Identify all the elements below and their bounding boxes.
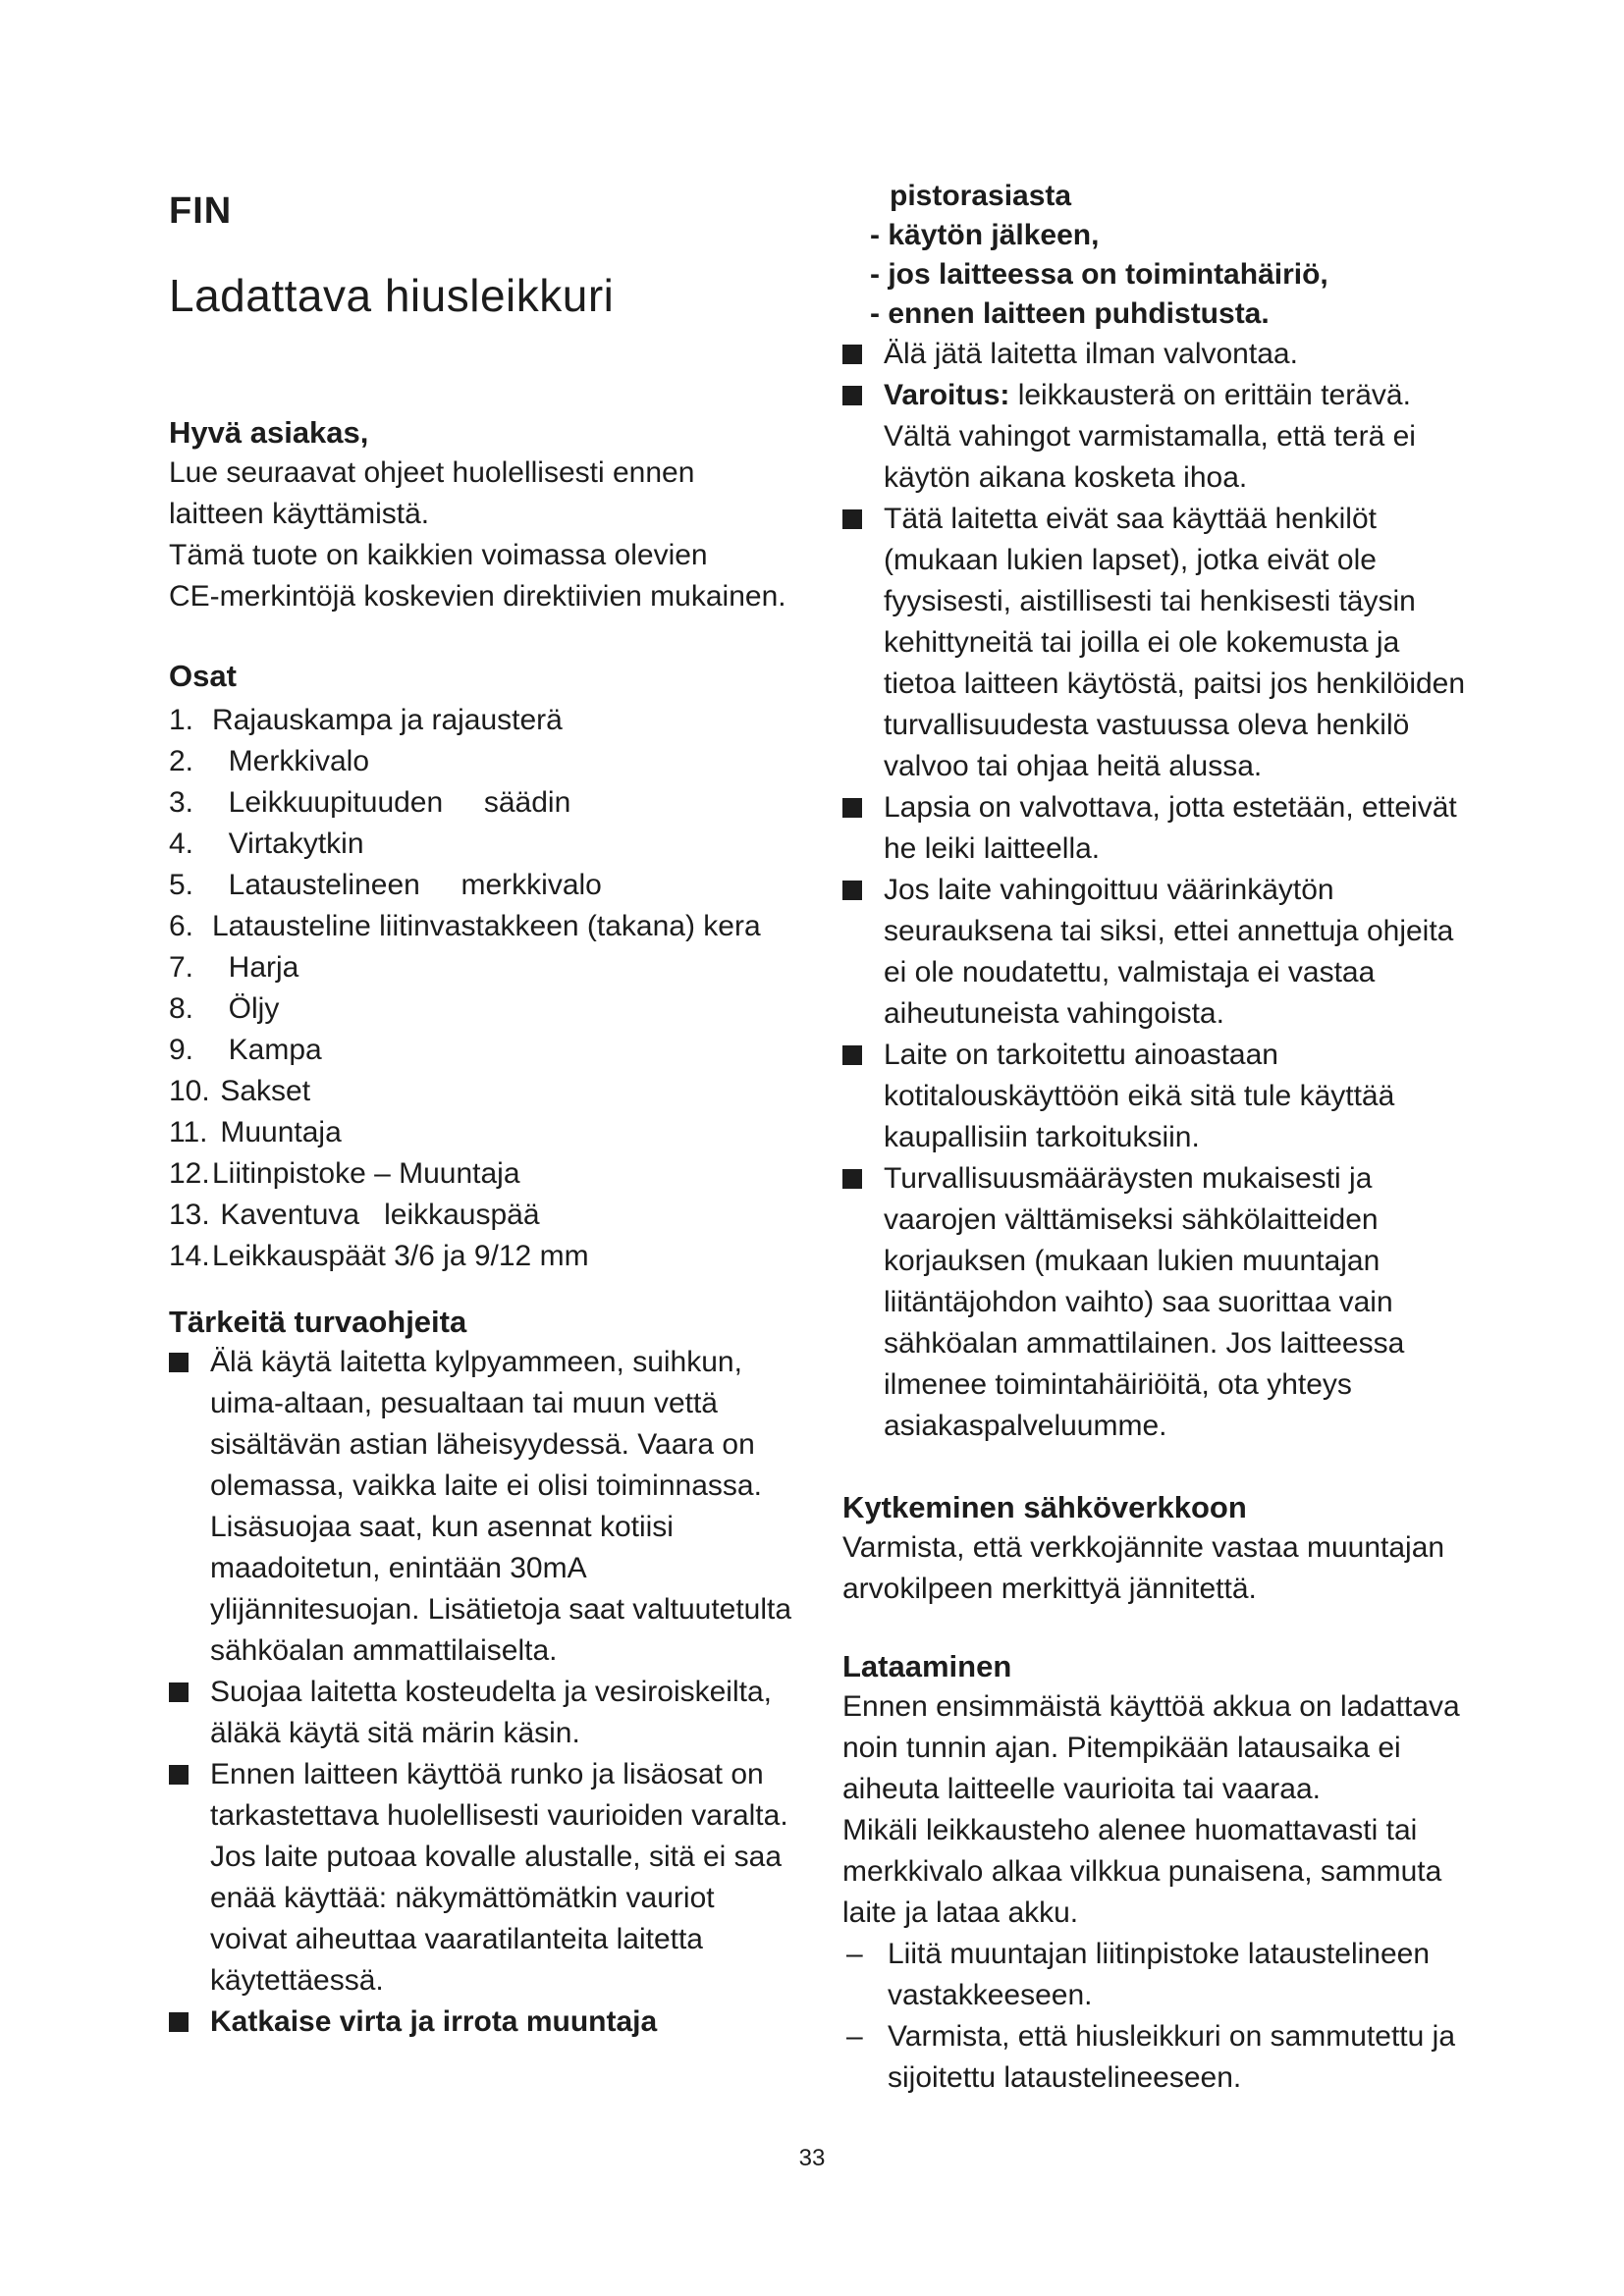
parts-heading: Osat: [169, 659, 237, 693]
list-item: [169, 1112, 797, 1153]
part-label: Sakset: [212, 1075, 311, 1107]
part-label: Lataustelineen merkkivalo: [212, 869, 602, 901]
dash-bullet: –: [846, 1938, 863, 1970]
safety-subitem: - jos laitteessa on toimintahäiriö,: [870, 258, 1328, 291]
list-item: [842, 1934, 1471, 2016]
safety-item: [169, 1754, 797, 2002]
square-bullet-icon: [842, 1045, 862, 1065]
mains-heading: Kytkeminen sähköverkkoon: [842, 1490, 1247, 1524]
charging-heading: Lataaminen: [842, 1649, 1012, 1683]
part-number: 9.: [169, 1034, 194, 1066]
part-label: Harja: [212, 951, 299, 984]
part-label: Leikkauspäät 3/6 ja 9/12 mm: [212, 1240, 589, 1272]
safety-text: Laite on tarkoitettu ainoastaan kotitalouskäyttöön eikä sitä tule käyttää kaupallisiin tarkoituksiin.: [884, 1039, 1395, 1153]
square-bullet-icon: [169, 1765, 189, 1785]
greeting-line: CE-merkintöjä koskevien direktiivien mukainen.: [169, 580, 786, 613]
part-label: Liitinpistoke – Muuntaja: [212, 1157, 520, 1190]
parts-section: [169, 657, 797, 1277]
safety-text: Tätä laitetta eivät saa käyttää henkilöt (mukaan lukien lapset), jotka eivät ole fyysisesti, aistillisesti tai henkisesti täysin kehittyneitä tai joilla ei ole kokemusta ja tietoa laitteen käytöstä, paitsi jos henkilöiden turvallisuudesta vastuussa oleva henkilö valvoo tai ohjaa heitä alussa.: [884, 503, 1466, 782]
page-title: Ladattava hiusleikkuri: [169, 270, 615, 321]
part-number: 7.: [169, 951, 194, 984]
safety-item: [169, 2002, 797, 2043]
square-bullet-icon: [842, 386, 862, 405]
greeting-line: Lue seuraavat ohjeet huolellisesti ennen: [169, 456, 695, 489]
part-label: Kampa: [212, 1034, 322, 1066]
list-item: [169, 741, 797, 782]
greeting-section: [169, 413, 797, 617]
square-bullet-icon: [842, 1169, 862, 1189]
square-bullet-icon: [169, 2012, 189, 2032]
safety-text: Älä käytä laitetta kylpyammeen, suihkun, uima-altaan, pesualtaan tai muun vettä sisältävän astian läheisyydessä. Vaara on olemassa, vaikka laite ei olisi toiminnassa. Lisäsuojaa saat, kun asennat kotiisi maadoitetun, enintään 30mA ylijännitesuojan. Lisätietoja saat valtuutetulta sähköalan ammattilaiselta.: [210, 1346, 792, 1667]
safety-item: [842, 1158, 1471, 1447]
page-number: 33: [798, 2145, 826, 2171]
step-text: Varmista, että hiusleikkuri on sammutettu ja sijoitettu lataustelineeseen.: [888, 2020, 1456, 2094]
part-number: 12.: [169, 1157, 210, 1190]
list-item: [169, 947, 797, 988]
step-text: Liitä muuntajan liitinpistoke lataustelineen vastakkeeseen.: [888, 1938, 1431, 2011]
language-code: FIN: [169, 190, 233, 232]
list-item: [169, 1030, 797, 1071]
charging-paragraph: Ennen ensimmäistä käyttöä akkua on ladattava noin tunnin ajan. Pitempikään latausaika ei aiheuta laitteelle vaurioita tai vaaraa.: [842, 1690, 1460, 1805]
list-item: [169, 1236, 797, 1277]
parts-list: [169, 700, 797, 1277]
safety-text: Älä jätä laitetta ilman valvontaa.: [884, 338, 1298, 370]
part-label: Latausteline liitinvastakkeen (takana) kera: [212, 910, 761, 942]
mains-text: Varmista, että verkkojännite vastaa muuntajan arvokilpeen merkittyä jännitettä.: [842, 1531, 1445, 1605]
part-label: Rajauskampa ja rajausterä: [212, 704, 563, 736]
part-number: 14.: [169, 1240, 210, 1272]
square-bullet-icon: [842, 345, 862, 364]
square-bullet-icon: [842, 509, 862, 529]
safety-item: [842, 1035, 1471, 1158]
part-number: 10.: [169, 1075, 210, 1107]
safety-item: [169, 1342, 797, 1672]
square-bullet-icon: [842, 798, 862, 818]
part-label: Kaventuva leikkauspää: [212, 1199, 540, 1231]
safety-continuation: pistorasiasta: [890, 180, 1072, 212]
list-item: [169, 988, 797, 1030]
list-item: [169, 1071, 797, 1112]
safety-text: leikkausterä on erittäin terävä. Vältä vahingot varmistamalla, että terä ei käytön aikana kosketa ihoa.: [884, 379, 1416, 494]
part-label: Muuntaja: [212, 1116, 342, 1148]
safety-text: Turvallisuusmääräysten mukaisesti ja vaarojen välttämiseksi sähkölaitteiden korjauksen (mukaan lukien muuntajan liitäntäjohdon vaihto) saa suorittaa vain sähköalan ammattilainen. Jos laitteessa ilmenee toimintahäiriöitä, ota yhteys asiakaspalveluumme.: [884, 1162, 1405, 1442]
mains-section: [842, 1488, 1471, 1610]
square-bullet-icon: [169, 1682, 189, 1702]
greeting-line: Tämä tuote on kaikkien voimassa olevien: [169, 539, 708, 571]
safety-item: [842, 499, 1471, 787]
safety-heading: Tärkeitä turvaohjeita: [169, 1305, 467, 1339]
safety-item: [842, 375, 1471, 499]
part-label: Virtakytkin: [212, 828, 364, 860]
list-item: [169, 1195, 797, 1236]
part-label: Leikkuupituuden säädin: [212, 786, 571, 819]
square-bullet-icon: [842, 881, 862, 900]
list-item: [169, 1153, 797, 1195]
square-bullet-icon: [169, 1353, 189, 1372]
safety-subitem: - ennen laitteen puhdistusta.: [870, 297, 1270, 330]
part-number: 5.: [169, 869, 194, 901]
right-column: [842, 177, 1471, 2099]
part-number: 4.: [169, 828, 194, 860]
safety-list: [169, 1342, 797, 2043]
list-item: [169, 906, 797, 947]
list-item: [169, 782, 797, 824]
safety-item: [842, 787, 1471, 870]
greeting-line: laitteen käyttämistä.: [169, 498, 430, 530]
safety-text: Jos laite vahingoittuu väärinkäytön seurauksena tai siksi, ettei annettuja ohjeita ei ole noudatettu, valmistaja ei vastaa aiheutuneista vahingoista.: [884, 874, 1454, 1030]
part-number: 11.: [169, 1116, 208, 1148]
left-column: [169, 177, 797, 2043]
safety-section: [169, 1303, 797, 2043]
safety-text: Katkaise virta ja irrota muuntaja: [210, 2005, 658, 2038]
safety-text: Lapsia on valvottava, jotta estetään, etteivät he leiki laitteella.: [884, 791, 1457, 865]
dash-bullet: –: [846, 2020, 863, 2053]
part-number: 1.: [169, 704, 194, 736]
part-label: Merkkivalo: [212, 745, 370, 777]
charging-section: [842, 1647, 1471, 2099]
charging-paragraph: Mikäli leikkausteho alenee huomattavasti tai merkkivalo alkaa vilkkua punaisena, sammuta laite ja lataa akku.: [842, 1814, 1442, 1929]
list-item: [169, 700, 797, 741]
part-label: Öljy: [212, 992, 280, 1025]
safety-text: Suojaa laitetta kosteudelta ja vesiroiskeilta, äläkä käytä sitä märin käsin.: [210, 1676, 772, 1749]
part-number: 2.: [169, 745, 194, 777]
warning-label: Varoitus:: [884, 379, 1010, 411]
part-number: 6.: [169, 910, 194, 942]
charging-steps: [842, 1934, 1471, 2099]
safety-item: [842, 334, 1471, 375]
list-item: [169, 824, 797, 865]
part-number: 3.: [169, 786, 194, 819]
safety-text: Ennen laitteen käyttöä runko ja lisäosat on tarkastettava huolellisesti vaurioiden varalta. Jos laite putoaa kovalle alustalle, sitä ei saa enää käyttää: näkymättömätkin vauriot voivat aiheuttaa vaaratilanteita laitetta käytettäessä.: [210, 1758, 788, 1997]
part-number: 8.: [169, 992, 194, 1025]
list-item: [169, 865, 797, 906]
safety-item: [169, 1672, 797, 1754]
part-number: 13.: [169, 1199, 210, 1231]
safety-subitem: - käytön jälkeen,: [870, 219, 1100, 251]
safety-item: [842, 870, 1471, 1035]
greeting-heading: Hyvä asiakas,: [169, 415, 369, 450]
safety-list-continued: [842, 334, 1471, 1447]
list-item: [842, 2016, 1471, 2099]
